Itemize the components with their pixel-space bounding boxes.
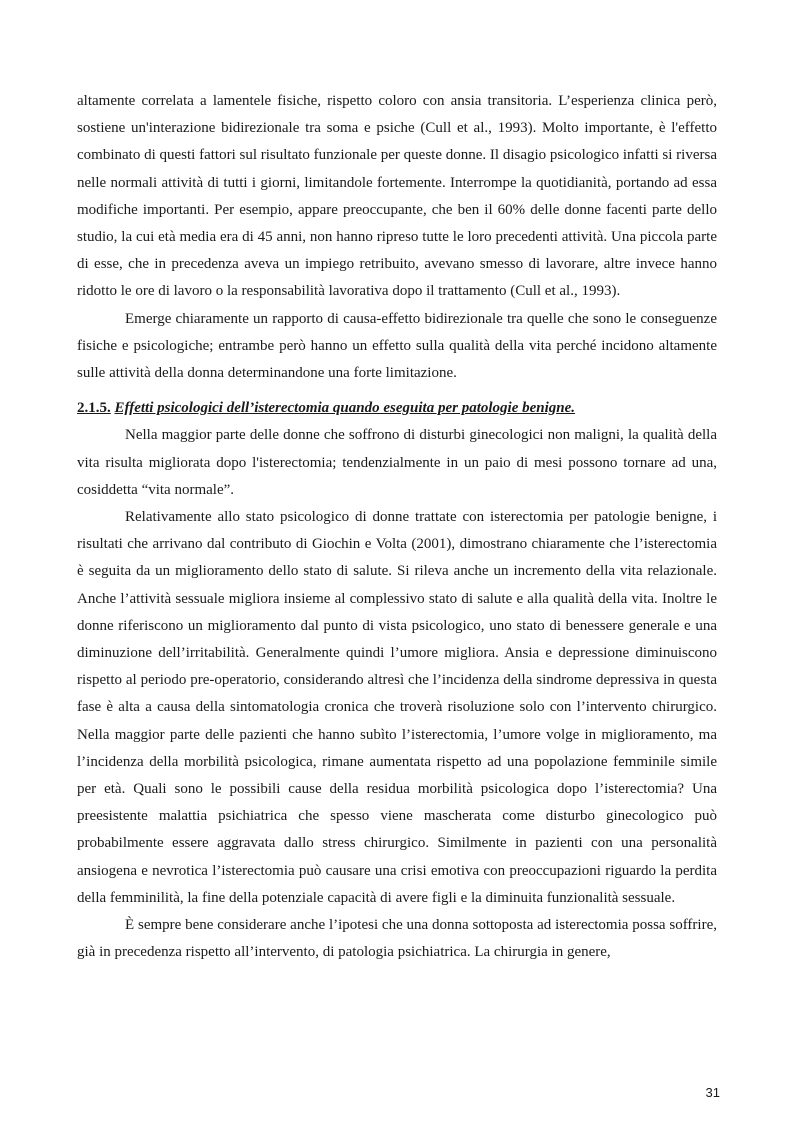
paragraph-psychiatric-hypothesis: È sempre bene considerare anche l’ipotesi che una donna sottoposta ad isterectomia possa soffrire, già in precedenza rispetto all’intervento, di patologia psichiatrica. La chirurgia in genere, — [77, 917, 717, 961]
paragraph-psychological-state: Relativamente allo stato psicologico di donne trattate con isterectomia per patologie benigne, i risultati che arrivano dal contributo di Giochin e Volta (2001), dimostrano chiaramente che l’isterectomia è seguita da un miglioramento dello stato di salute. Si rileva anche un incremento della vita relazionale. Anche l’attività sessuale migliora insieme al complessivo stato di salute e alla qualità della vita. Inoltre le donne riferiscono un miglioramento dal punto di vista psicologico, uno stato di benessere generale e una diminuzione dell’irritabilità. Generalmente quindi l’umore migliora. Ansia e depressione diminuiscono rispetto al periodo pre-operatorio, considerando altresì che l’incidenza della sindrome depressiva in questa fase è alta a causa della sintomatologia cronica che troverà risoluzione solo con l’intervento chirurgico. Nella maggior parte delle pazienti che hanno subìto l’isterectomia, l’umore volge in miglioramento, ma l’incidenza della morbilità psicologica, rimane aumentata rispetto ad una popolazione femminile simile per età. Quali sono le possibili cause della residua morbilità psicologica dopo l’isterectomia? Una preesistente malattia psichiatrica che spesso viene mascherata come disturbo ginecologico può probabilmente essere aggravata dallo stress chirurgico. Similmente in pazienti con una personalità ansiogena e nevrotica l’isterectomia può causare una crisi emotiva con preoccupazioni riguardo la perdita della femminilità, la fine della potenziale capacità di avere figli e la diminuita funzionalità sessuale. — [77, 509, 717, 906]
paragraph-continued: altamente correlata a lamentele fisiche, rispetto coloro con ansia transitoria. L’esperienza clinica però, sostiene un'interazione bidirezionale tra soma e psiche (Cull et al., 1993). Molto importante, è l'effetto combinato di questi fattori sul risultato funzionale per queste donne. Il disagio psicologico infatti si riversa nelle normali attività di tutti i giorni, limitandole fortemente. Interrompe la quotidianità, portando ad essa modifiche importanti. Per esempio, appare preoccupante, che ben il 60% delle donne facenti parte dello studio, la cui età media era di 45 anni, non hanno ripreso tutte le loro precedenti attività. Una piccola parte di esse, che in precedenza aveva un impiego retribuito, avevano smesso di lavorare, altre invece hanno ridotto le ore di lavoro o la responsabilità lavorativa dopo il trattamento (Cull et al., 1993). — [77, 93, 717, 300]
paragraph-cause-effect: Emerge chiaramente un rapporto di causa-effetto bidirezionale tra quelle che sono le conseguenze fisiche e psicologiche; entrambe però hanno un effetto sulla qualità della vita perché incidono altamente sulle attività della donna determinandone una forte limitazione. — [77, 310, 717, 382]
page-number: 31 — [705, 1085, 720, 1100]
paragraph-quality-of-life: Nella maggior parte delle donne che soffrono di disturbi ginecologici non maligni, la qualità della vita risulta migliorata dopo l'isterectomia; tendenzialmente in un paio di mesi possono tornare ad una, cosiddetta “vita normale”. — [77, 427, 717, 498]
section-heading — [77, 395, 717, 422]
page-body — [77, 88, 717, 967]
section-number: 2.1.5. — [77, 400, 111, 417]
section-title: Effetti psicologici dell’isterectomia quando eseguita per patologie benigne. — [114, 400, 576, 417]
